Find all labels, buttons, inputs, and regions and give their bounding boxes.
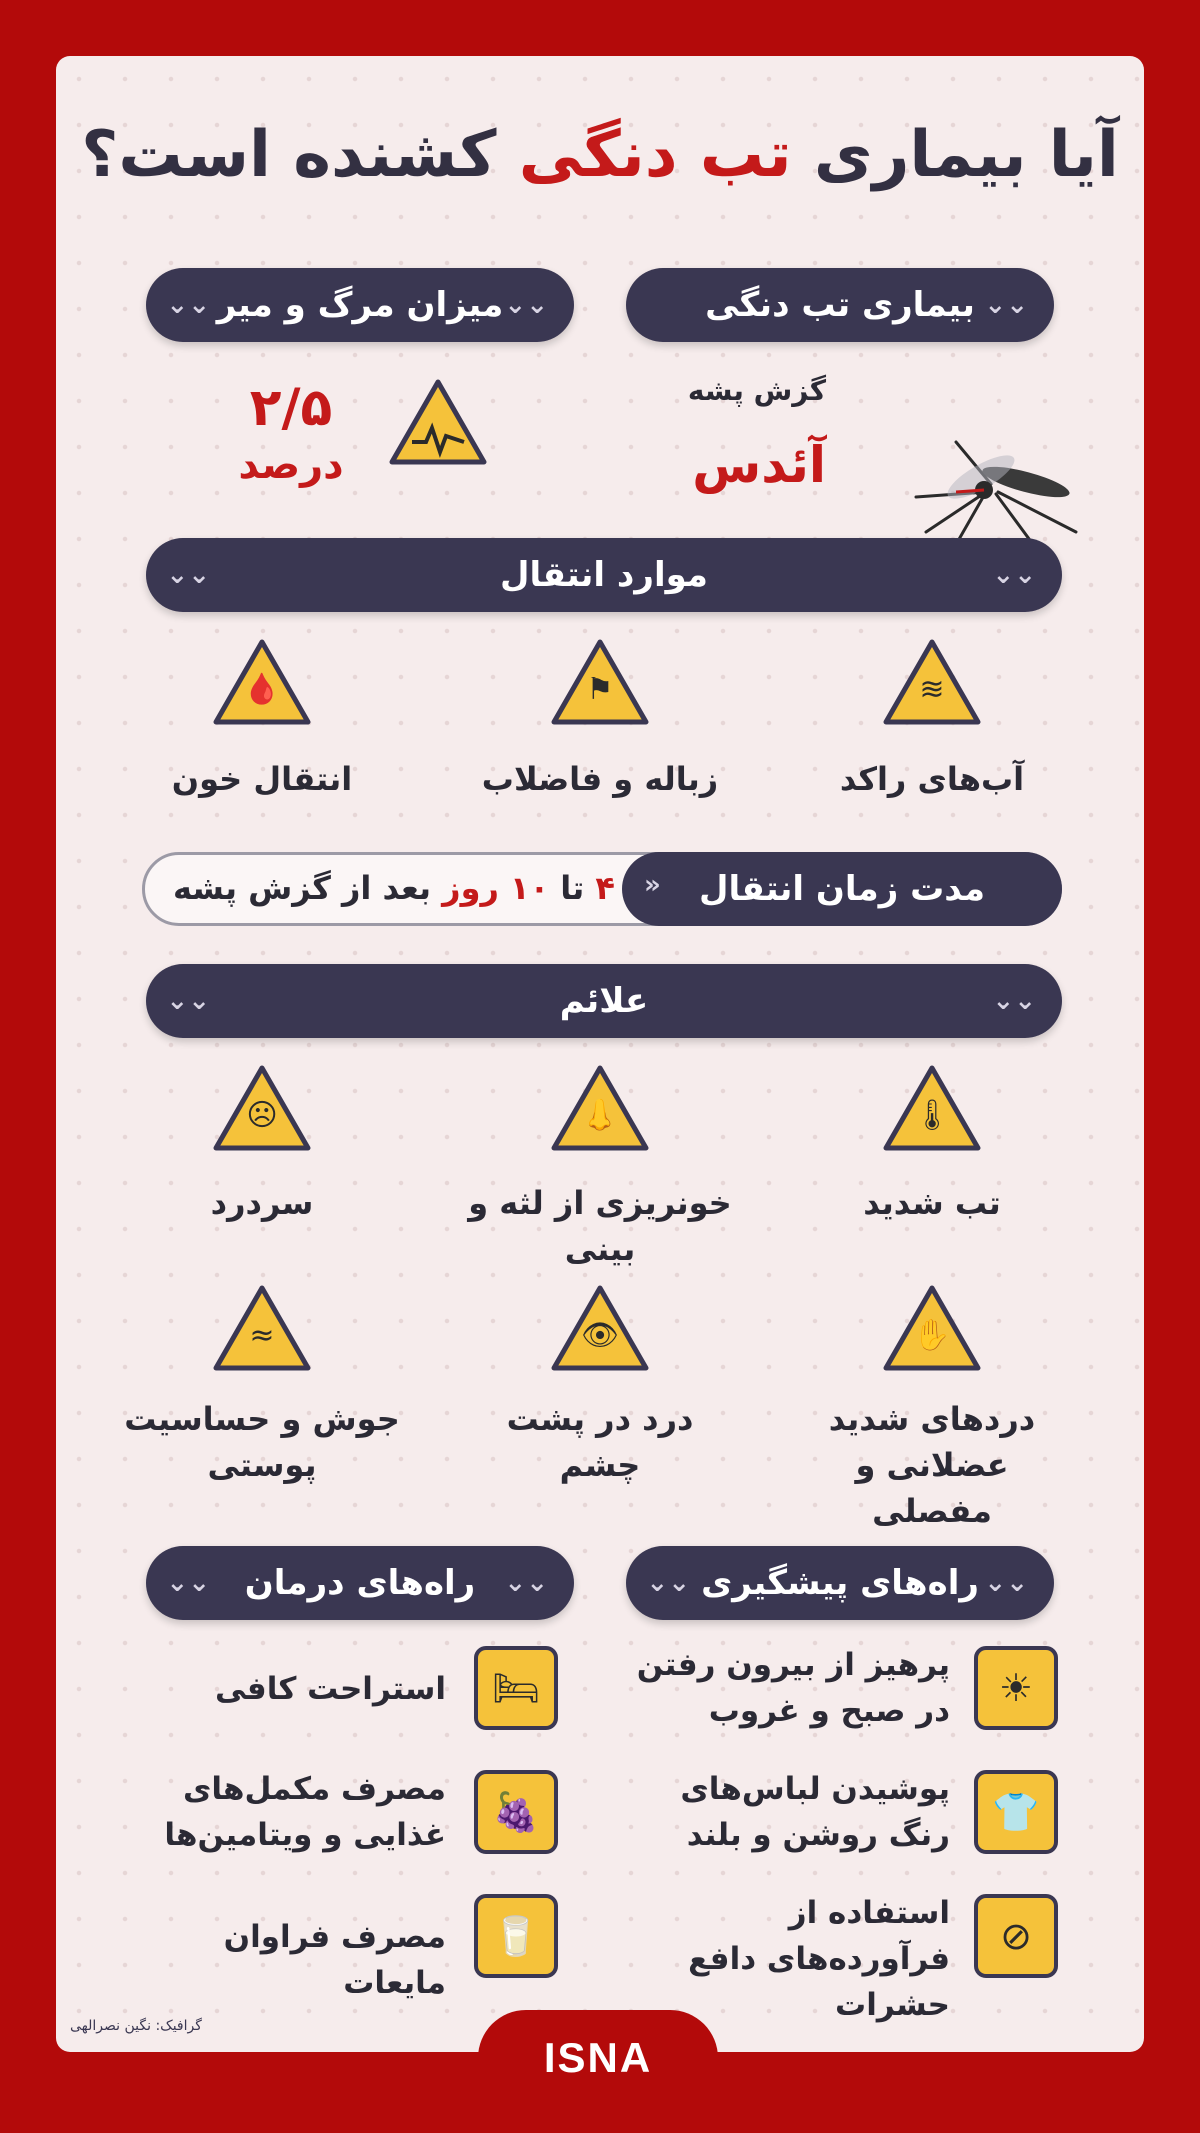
- chevron-down-icon: ⌄⌄: [166, 560, 210, 590]
- symptom-item-label: سردرد: [210, 1184, 314, 1222]
- chevron-down-icon: ⌄⌄: [984, 290, 1028, 320]
- stagnant-water-icon: ≋: [880, 636, 984, 728]
- mosquito-name: آئدس: [692, 436, 826, 494]
- infographic-card: [56, 56, 1144, 2052]
- duration-value: ۴ تا ۱۰ روز بعد از گزش پشه: [173, 869, 615, 907]
- chevron-down-icon: ⌄⌄: [504, 1568, 548, 1598]
- page-title: [56, 118, 1144, 192]
- chevron-down-icon: ⌄⌄: [166, 1568, 210, 1598]
- fruit-icon: 🍇: [474, 1770, 558, 1854]
- prevention-item-label: پوشیدن لباس‌های رنگ روشن و بلند: [680, 1771, 950, 1853]
- title-highlight: تب دنگی: [518, 118, 792, 192]
- prevention-item-label: استفاده از فرآورده‌های دافع حشرات: [688, 1895, 950, 2023]
- transmission-item-label: انتقال خون: [171, 760, 353, 798]
- symptom-item-label: درد در پشت چشم: [506, 1400, 694, 1484]
- heartbeat-warning-icon: [386, 376, 490, 468]
- treatment-section-label: راه‌های درمان: [244, 1563, 476, 1603]
- sewage-icon: ⚑: [548, 636, 652, 728]
- shirt-icon: 👕: [974, 1770, 1058, 1854]
- bed-icon: 🛏: [474, 1646, 558, 1730]
- eye-pain-icon: 👁: [548, 1282, 652, 1374]
- nose-bleed-icon: 👃: [548, 1062, 652, 1154]
- chevron-down-icon: ⌄⌄: [646, 1568, 690, 1598]
- sunset-icon: ☀: [974, 1646, 1058, 1730]
- symptom-item-label: خونریزی از لثه و بینی: [468, 1184, 732, 1268]
- glass-icon: 🥛: [474, 1894, 558, 1978]
- chevron-left-icon: «: [644, 870, 661, 900]
- chevron-down-icon: ⌄⌄: [984, 1568, 1028, 1598]
- muscle-pain-icon: ✋: [880, 1282, 984, 1374]
- chevron-down-icon: ⌄⌄: [166, 986, 210, 1016]
- disease-section-label: بیماری تب دنگی: [705, 285, 975, 325]
- chevron-down-icon: ⌄⌄: [992, 986, 1036, 1016]
- symptom-item-label: تب شدید: [863, 1184, 1001, 1222]
- treatment-item-label: مصرف مکمل‌های غذایی و ویتامین‌ها: [164, 1771, 446, 1853]
- mortality-section-label: میزان مرگ و میر: [216, 285, 504, 325]
- symptoms-section-label: علائم: [559, 981, 649, 1021]
- blood-transfusion-icon: 🩸: [210, 636, 314, 728]
- title-part2: کشنده است؟: [81, 118, 497, 192]
- prevention-item-label: پرهیز از بیرون رفتن در صبح و غروب: [636, 1647, 950, 1729]
- duration-label-pill: [622, 852, 1062, 926]
- treatment-item-label: استراحت کافی: [215, 1671, 446, 1707]
- symptoms-section-header: [146, 964, 1062, 1038]
- transmission-section-label: موارد انتقال: [500, 555, 708, 595]
- bite-label: گزش پشه: [687, 374, 826, 407]
- transmission-item-label: آب‌های راکد: [839, 760, 1025, 798]
- duration-bar: [142, 852, 1062, 926]
- disease-section-header: [626, 268, 1054, 342]
- chevron-down-icon: ⌄⌄: [992, 560, 1036, 590]
- transmission-section-header: [146, 538, 1062, 612]
- fever-icon: 🌡: [880, 1062, 984, 1154]
- chevron-down-icon: ⌄⌄: [166, 290, 210, 320]
- mortality-unit: درصد: [238, 442, 344, 488]
- mortality-value: ۲/۵: [249, 378, 333, 438]
- treatment-item-label: مصرف فراوان مایعات: [223, 1919, 446, 2001]
- skin-rash-icon: ≈: [210, 1282, 314, 1374]
- chevron-down-icon: ⌄⌄: [504, 290, 548, 320]
- symptom-item-label: جوش و حساسیت پوستی: [124, 1400, 400, 1484]
- symptom-item-label: دردهای شدید عضلانی و مفصلی: [828, 1400, 1036, 1530]
- title-part1: آیا بیماری: [813, 118, 1119, 192]
- treatment-section-header: [146, 1546, 574, 1620]
- prevention-section-header: [626, 1546, 1054, 1620]
- graphic-credit: گرافیک: نگین نصرالهی: [70, 2018, 202, 2034]
- headache-icon: ☹: [210, 1062, 314, 1154]
- no-mosquito-icon: ⊘: [974, 1894, 1058, 1978]
- prevention-section-label: راه‌های پیشگیری: [701, 1563, 979, 1603]
- isna-logo: ISNA: [478, 2010, 718, 2106]
- duration-label: مدت زمان انتقال: [699, 869, 985, 909]
- transmission-item-label: زباله و فاضلاب: [481, 760, 719, 798]
- mortality-section-header: [146, 268, 574, 342]
